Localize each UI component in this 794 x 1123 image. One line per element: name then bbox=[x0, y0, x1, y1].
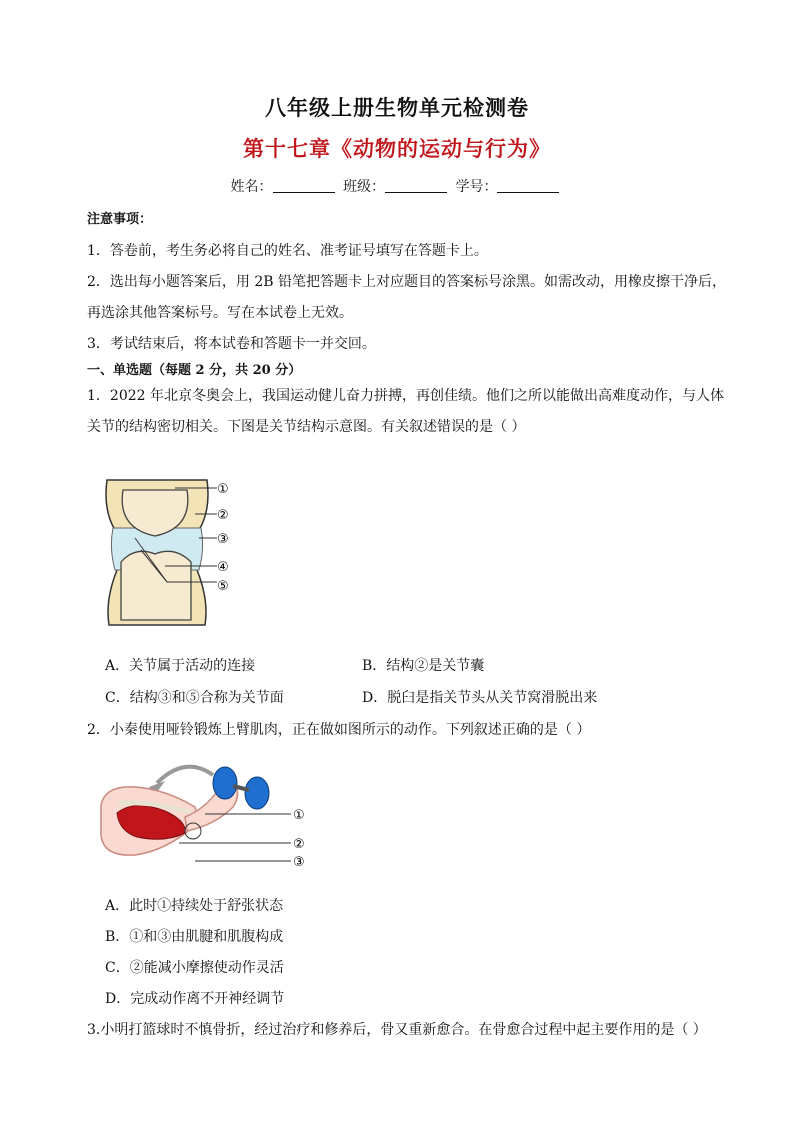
notice-item-2: 2．选出每小题答案后，用 2B 铅笔把答题卡上对应题目的答案标号涂黑。如需改动，用橡皮擦干净后， bbox=[87, 274, 727, 290]
q2-option-b[interactable]: B．①和③由肌腱和肌腹构成 bbox=[105, 929, 284, 945]
arm-label-3: ③ bbox=[293, 855, 305, 870]
chapter-subtitle: 第十七章《动物的运动与行为》 bbox=[243, 136, 551, 161]
student-info-fields bbox=[0, 176, 794, 196]
joint-label-5: ⑤ bbox=[217, 579, 229, 594]
arm-label-2: ② bbox=[293, 837, 305, 852]
joint-label-3: ③ bbox=[217, 532, 229, 547]
joint-diagram bbox=[95, 470, 245, 630]
page-title: 八年级上册生物单元检测卷 bbox=[265, 95, 529, 120]
joint-label-1: ① bbox=[217, 482, 229, 497]
section-heading: 一、单选题（每题 2 分，共 20 分） bbox=[87, 363, 302, 378]
q2-stem: 2．小秦使用哑铃锻炼上臂肌肉，正在做如图所示的动作。下列叙述正确的是（ ） bbox=[87, 722, 591, 738]
arm-dumbbell-diagram bbox=[95, 755, 335, 875]
name-label: 姓名： bbox=[230, 179, 273, 195]
notice-item-2-cont: 再选涂其他答案标号。写在本试卷上无效。 bbox=[87, 305, 353, 321]
class-label: 班级： bbox=[343, 179, 385, 195]
q1-stem-line2: 关节的结构密切相关。下图是关节结构示意图。有关叙述错误的是（ ） bbox=[87, 419, 526, 435]
notice-heading: 注意事项： bbox=[87, 212, 153, 227]
q2-option-d[interactable]: D．完成动作离不开神经调节 bbox=[105, 991, 285, 1007]
q1-option-d[interactable]: D．脱臼是指关节头从关节窝滑脱出来 bbox=[362, 690, 598, 706]
id-label: 学号： bbox=[455, 179, 498, 195]
id-blank[interactable] bbox=[497, 178, 559, 193]
q1-option-c[interactable]: C．结构③和⑤合称为关节面 bbox=[105, 690, 284, 706]
q3-stem: 3.小明打篮球时不慎骨折，经过治疗和修养后，骨又重新愈合。在骨愈合过程中起主要作用的是（ ） bbox=[87, 1022, 707, 1038]
class-blank[interactable] bbox=[385, 178, 447, 193]
name-blank[interactable] bbox=[273, 178, 335, 193]
q1-option-a[interactable]: A．关节属于活动的连接 bbox=[105, 658, 256, 674]
notice-item-1: 1．答卷前，考生务必将自己的姓名、准考证号填写在答题卡上。 bbox=[87, 243, 488, 259]
arm-label-1: ① bbox=[293, 808, 305, 823]
q1-stem-line1: 1．2022 年北京冬奥会上，我国运动健儿奋力拼搏，再创佳绩。他们之所以能做出高难度动作，与人体 bbox=[87, 388, 724, 404]
notice-item-3: 3．考试结束后，将本试卷和答题卡一并交回。 bbox=[87, 336, 376, 352]
q2-option-c[interactable]: C．②能减小摩擦使动作灵活 bbox=[105, 960, 284, 976]
joint-label-4: ④ bbox=[217, 560, 229, 575]
q1-option-b[interactable]: B．结构②是关节囊 bbox=[362, 658, 485, 674]
joint-label-2: ② bbox=[217, 508, 229, 523]
q2-option-a[interactable]: A．此时①持续处于舒张状态 bbox=[105, 898, 284, 914]
